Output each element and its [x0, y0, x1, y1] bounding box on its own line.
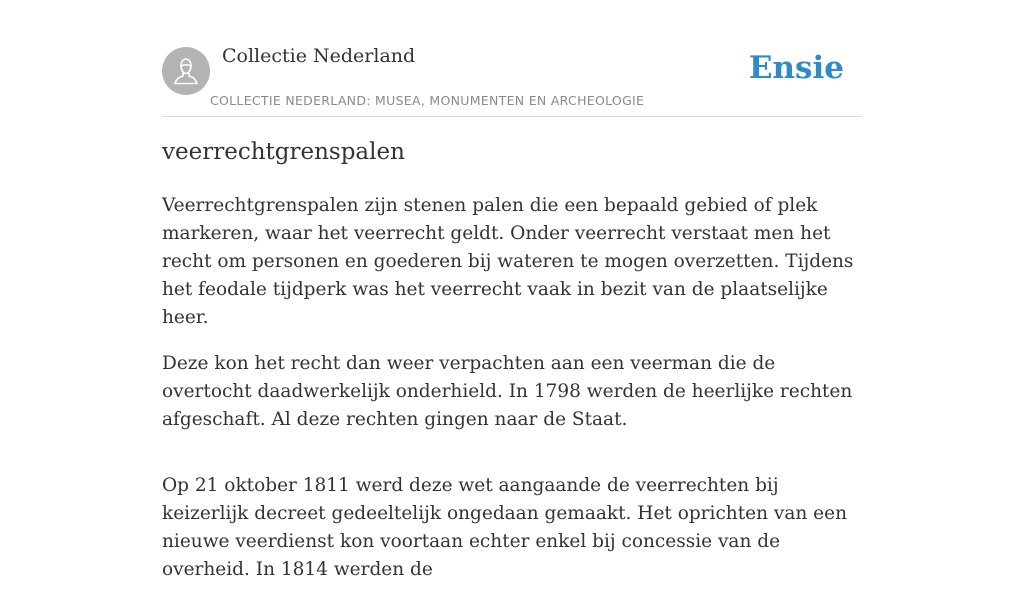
article-paragraph: Deze kon het recht dan weer verpachten aan een veerman die de overtocht daadwerkelijk onderhield. In 1798 werden de heerlijke rechten afgeschaft. Al deze rechten gingen naar de Staat. [162, 353, 853, 430]
author-name-link[interactable]: Collectie Nederland [222, 45, 416, 67]
article-body [162, 192, 864, 602]
user-placeholder-icon [162, 47, 210, 95]
header [162, 0, 862, 117]
source-subtitle: COLLECTIE NEDERLAND: MUSEA, MONUMENTEN EN ARCHEOLOGIE [210, 93, 645, 108]
avatar[interactable] [162, 47, 210, 95]
ensie-logo[interactable]: Ensie [748, 50, 844, 86]
page-title: veerrechtgrenspalen [162, 139, 405, 165]
article-paragraph: Veerrechtgrenspalen zijn stenen palen die een bepaald gebied of plek markeren, waar het veerrecht geldt. Onder veerrecht verstaat men het recht om personen en goederen bij wateren te mogen overzetten. Tijdens het feodale tijdperk was het veerrecht vaak in bezit van de plaatselijke heer. [162, 195, 854, 328]
article-paragraph: Op 21 oktober 1811 werd deze wet aangaande de veerrechten bij keizerlijk decreet gedeeltelijk ongedaan gemaakt. Het oprichten van een nieuwe veerdienst kon voortaan echter enkel bij concessie van de overheid. In 1814 werden de [162, 475, 847, 580]
